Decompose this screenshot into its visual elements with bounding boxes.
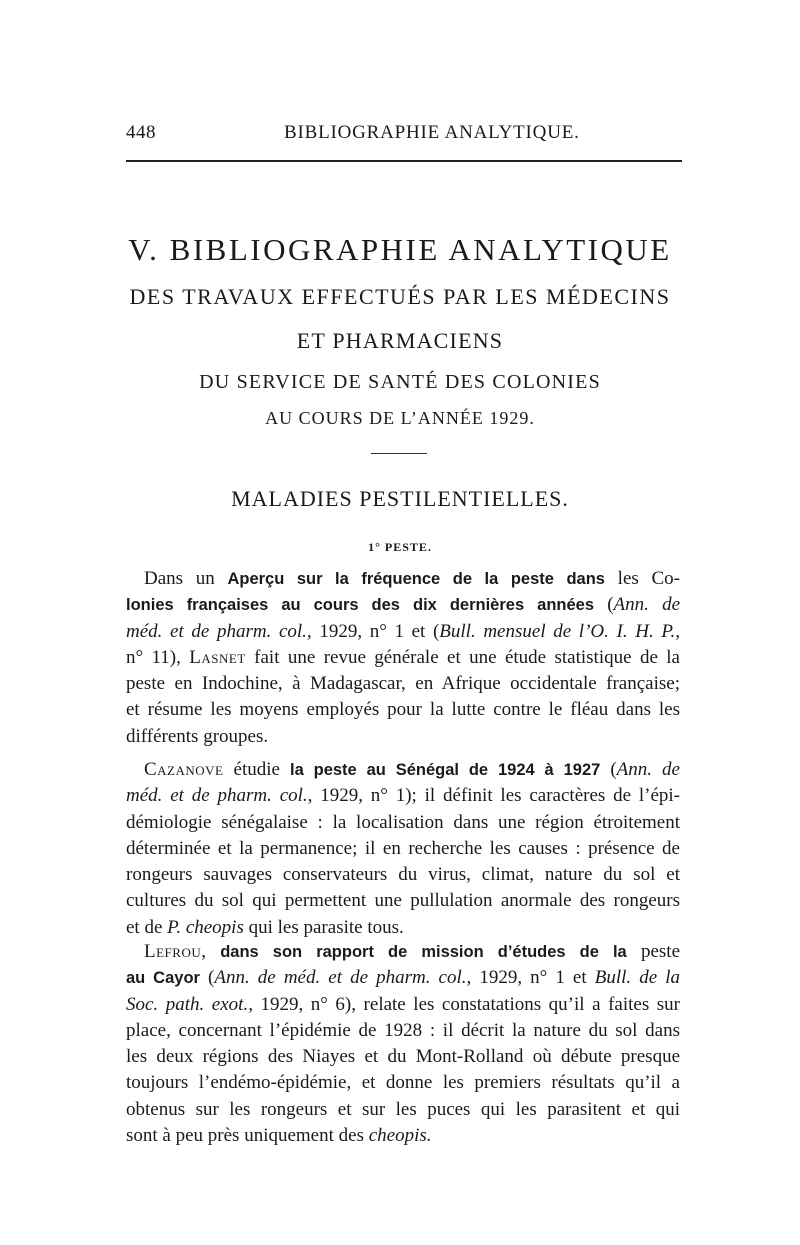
text-line: [126, 965, 680, 991]
text-line: [126, 566, 680, 592]
paragraph-lasnet: [126, 566, 680, 750]
text-line: [126, 810, 680, 836]
text-line: [126, 1018, 680, 1044]
text-run: Lasnet: [189, 646, 246, 668]
running-header: [126, 122, 672, 148]
text-run: (: [594, 594, 614, 616]
text-line: [126, 1123, 680, 1149]
text-run: différents groupes.: [126, 725, 269, 747]
text-run: Cazanove: [144, 759, 224, 780]
text-run: cultures du sol qui permettent une pullulation anormale des rongeurs: [126, 890, 680, 912]
text-line: [126, 645, 680, 671]
text-line: [126, 1070, 680, 1096]
text-run: fait une revue générale et une étude statistique de la: [245, 646, 680, 668]
text-run: les deux régions des Niayes et du Mont-Rolland où débute presque: [126, 1046, 680, 1068]
text-run: Bull. de la: [594, 967, 681, 989]
text-line: [126, 783, 680, 809]
text-run: et résume les moyens employés pour la lutte contre le fléau dans les: [126, 699, 680, 721]
text-run: démiologie sénégalaise : la localisation dans une région étroitement: [126, 811, 680, 833]
text-line: [126, 1044, 680, 1070]
paragraph-cazanove: [126, 757, 680, 941]
text-line: [126, 671, 680, 697]
text-run: Ann. de: [616, 759, 680, 780]
text-run: méd. et de pharm. col.,: [126, 785, 313, 807]
text-run: toujours l’endémo-épidémie, et donne les premiers résultats qu’il a: [126, 1072, 680, 1094]
text-run: obtenus sur les rongeurs et sur les puces qui les parasitent et qui: [126, 1098, 680, 1120]
text-line: [126, 1097, 680, 1123]
text-run: étudie: [223, 759, 290, 780]
text-run: les Co-: [604, 568, 680, 589]
section-title: MALADIES PESTILENTIELLES.: [231, 486, 569, 511]
text-run: la peste au Sénégal de 1924 à 1927: [290, 761, 601, 779]
text-run: Ann. de méd. et de pharm. col.,: [214, 967, 472, 989]
text-line: [126, 915, 680, 941]
text-run: sont à peu près uniquement des: [126, 1125, 369, 1147]
text-run: Dans un: [144, 568, 228, 589]
text-run: dans son rapport de mission d’études de la: [220, 943, 627, 961]
text-run: lonies françaises au cours des dix dernières années: [126, 596, 595, 615]
text-run: P. cheopis: [167, 916, 244, 938]
text-run: et de: [126, 916, 168, 938]
text-run: n° 11),: [126, 646, 190, 668]
text-run: (: [199, 967, 215, 989]
text-line: [126, 939, 680, 965]
text-run: 1929, n° 1 et: [471, 967, 595, 989]
text-run: ,: [201, 941, 221, 962]
text-run: Bull. mensuel de l’O. I. H. P.,: [439, 620, 681, 642]
page-number: 448: [126, 122, 156, 143]
title-line-5: AU COURS DE L’ANNÉE 1929.: [265, 408, 535, 428]
text-line: [126, 757, 680, 783]
text-run: peste: [626, 941, 681, 962]
text-run: qui les parasite tous.: [243, 916, 404, 938]
text-run: 1929, n° 6), relate les constatations qu’il a faites sur: [252, 993, 680, 1015]
header-rule: [126, 160, 682, 162]
text-line: [126, 836, 680, 862]
title-line-2: DES TRAVAUX EFFECTUÉS PAR LES MÉDECINS: [129, 284, 671, 309]
text-run: 1929, n° 1 et (: [311, 620, 440, 642]
text-line: [126, 619, 680, 645]
text-line: [126, 724, 680, 750]
title-line-3: ET PHARMACIENS: [296, 328, 504, 353]
main-title: V. BIBLIOGRAPHIE ANALYTIQUE: [128, 232, 672, 267]
section-divider: [371, 453, 427, 454]
text-line: [126, 862, 680, 888]
text-run: 1929, n° 1); il définit les caractères de l’épi-: [312, 785, 680, 807]
paragraph-lefrou: [126, 939, 680, 1149]
text-line: [126, 888, 680, 914]
text-line: [126, 697, 680, 723]
text-run: déterminée et la permanence; il en recherche les causes : présence de: [126, 837, 680, 859]
running-title: BIBLIOGRAPHIE ANALYTIQUE.: [284, 122, 580, 143]
text-run: (: [600, 759, 617, 780]
text-line: [126, 592, 680, 618]
text-run: Lefrou: [144, 941, 202, 962]
text-run: peste en Indochine, à Madagascar, en Afrique occidentale française;: [126, 673, 680, 695]
text-run: place, concernant l’épidémie de 1928 : il décrit la nature du sol dans: [126, 1019, 680, 1041]
subsection-title: 1° PESTE.: [368, 540, 432, 554]
text-run: cheopis.: [368, 1125, 432, 1147]
text-run: Ann. de: [613, 594, 680, 616]
title-line-4: DU SERVICE DE SANTÉ DES COLONIES: [199, 371, 601, 393]
text-run: Soc. path. exot.,: [126, 993, 253, 1015]
text-run: au Cayor: [126, 969, 200, 988]
text-run: Aperçu sur la fréquence de la peste dans: [227, 570, 605, 588]
text-line: [126, 992, 680, 1018]
text-run: méd. et de pharm. col.,: [126, 620, 312, 642]
text-run: rongeurs sauvages conservateurs du virus, climat, nature du sol et: [126, 864, 680, 886]
